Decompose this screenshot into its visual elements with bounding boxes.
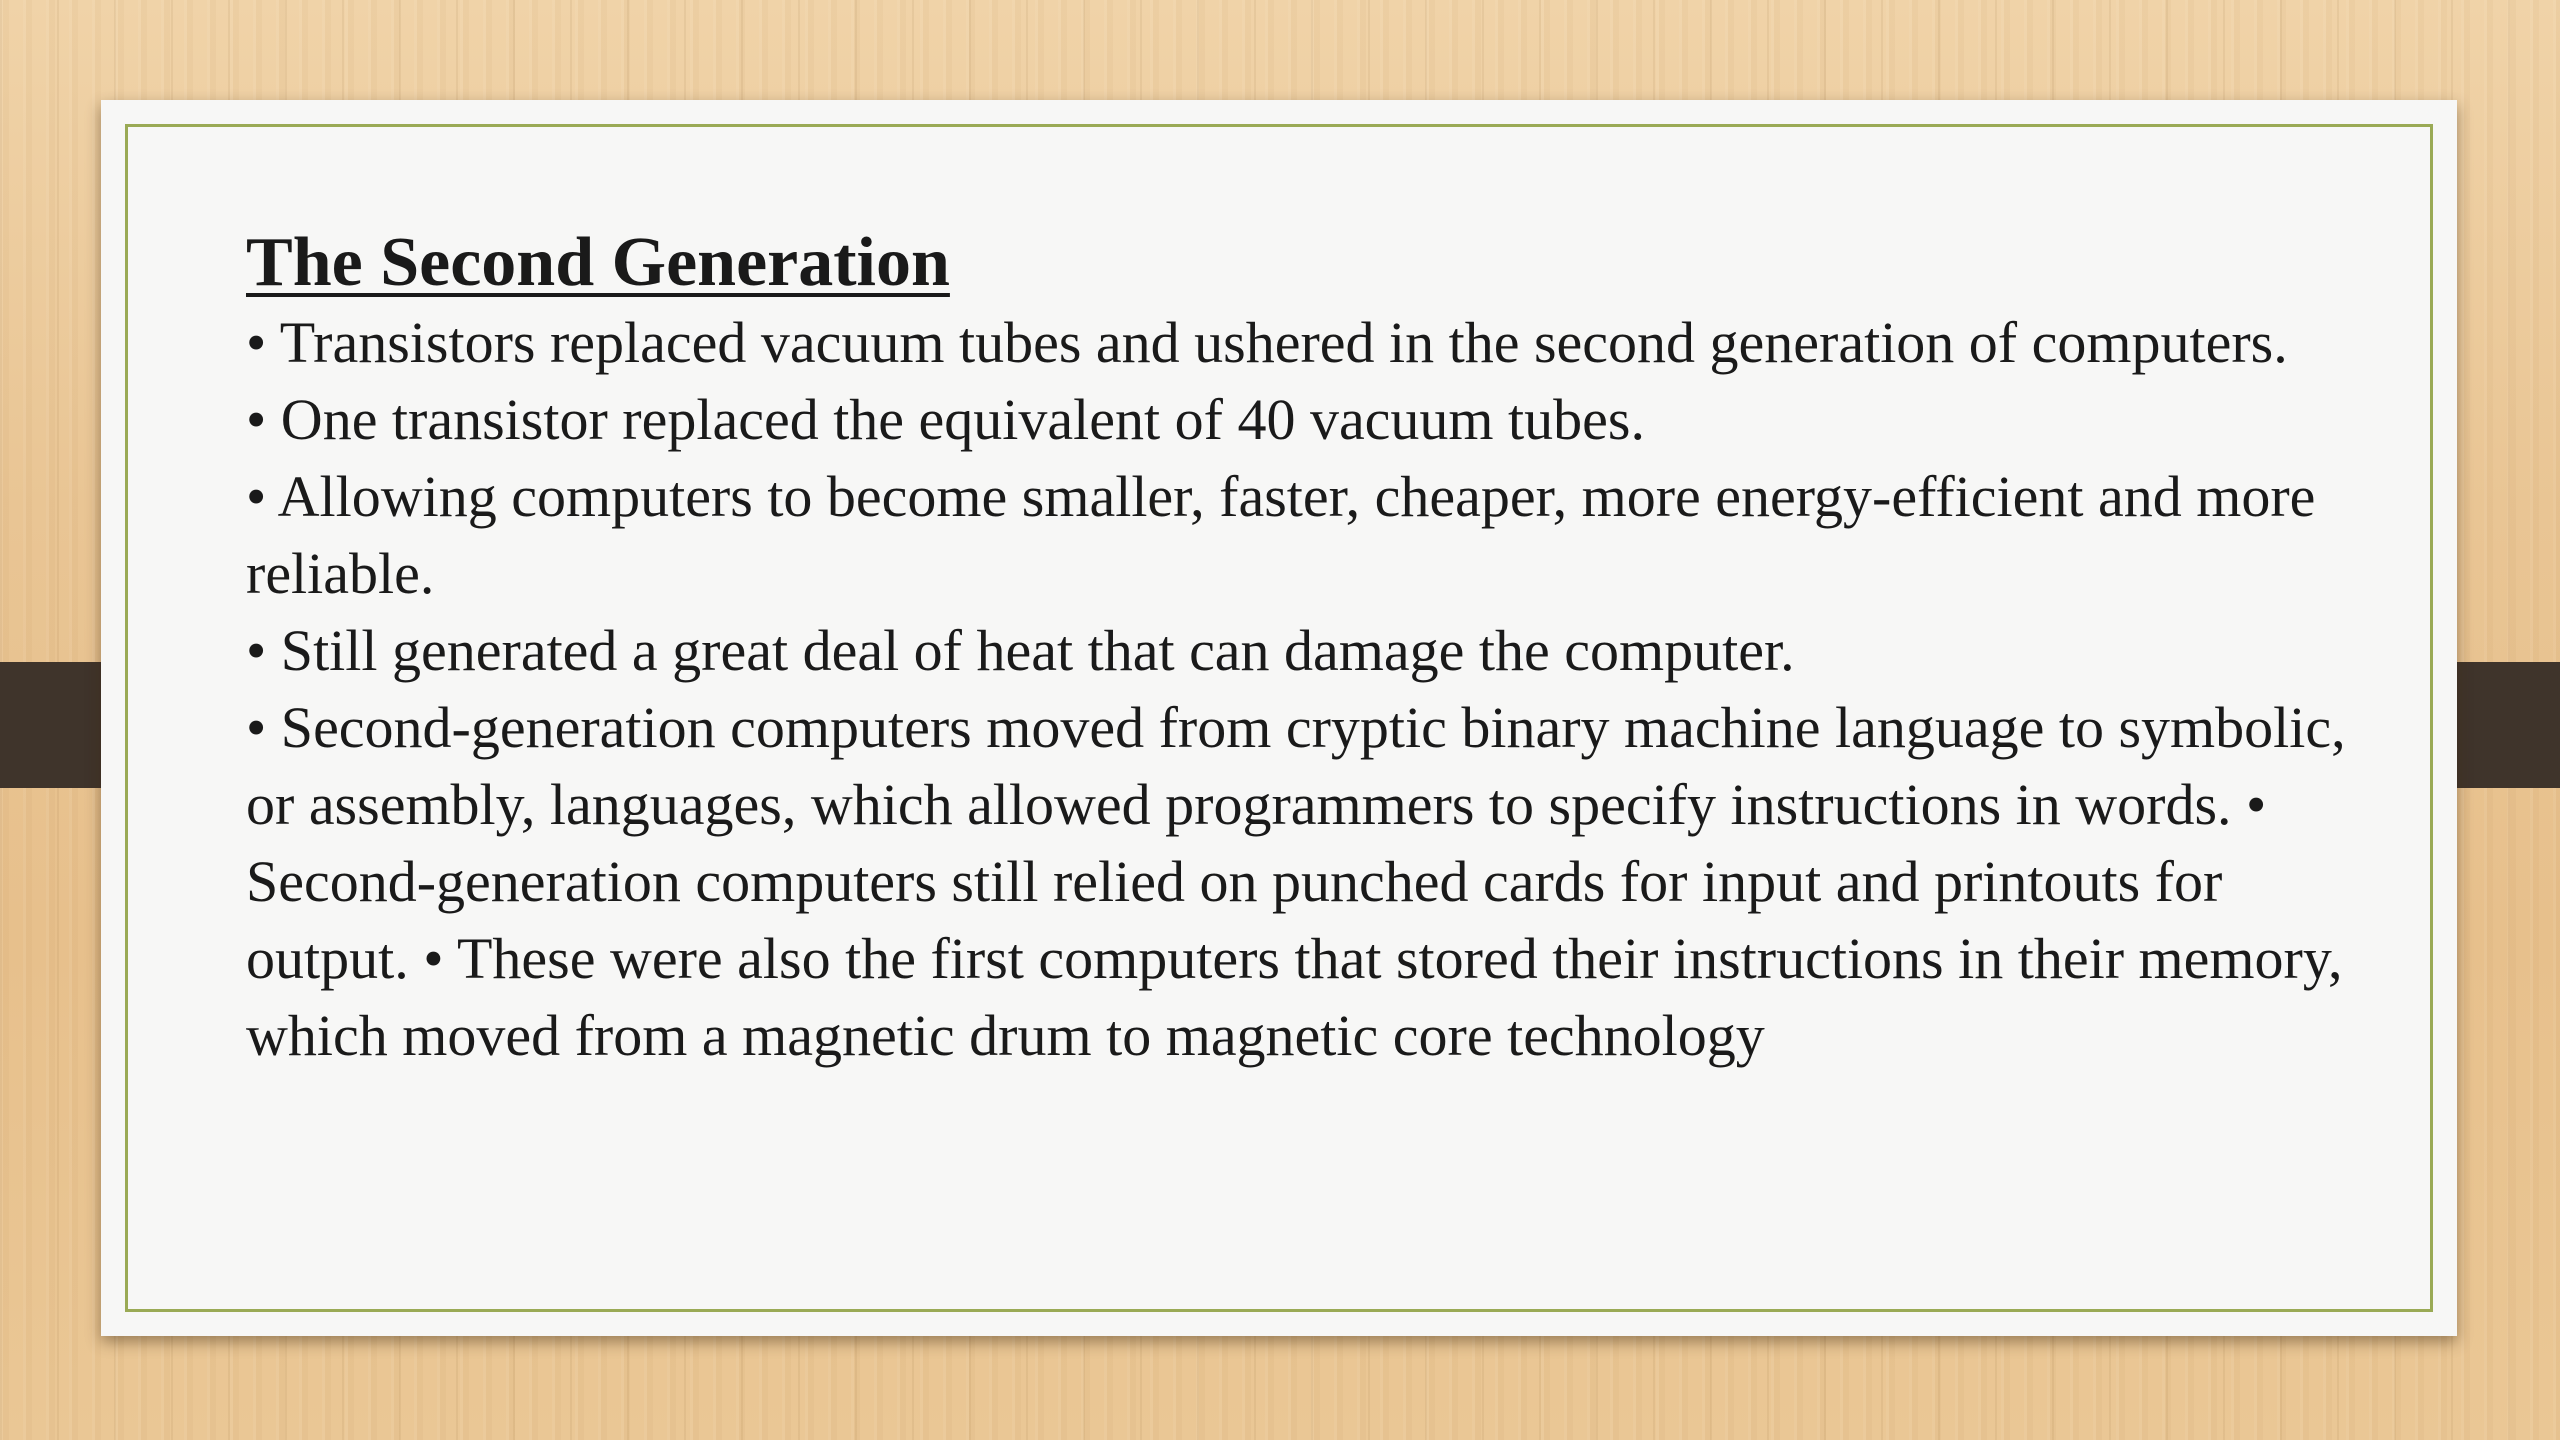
slide-body — [246, 304, 2366, 1074]
bullet-line: • Transistors replaced vacuum tubes and ushered in the second generation of computers. — [246, 310, 2288, 375]
slide-content — [246, 222, 2366, 1074]
bullet-line: • Still generated a great deal of heat that can damage the computer. — [246, 618, 1795, 683]
slide-title: The Second Generation — [246, 224, 950, 301]
bullet-line: • Second-generation computers moved from cryptic binary machine language to symbolic, or assembly, languages, which allowed programmers to specify instructions in words. • Second-generation computers still relied on punched cards for input and printouts for output. • These were also the first computers that stored their instructions in their memory, which moved from a magnetic drum to magnetic core technology — [246, 695, 2346, 1068]
bullet-line: • Allowing computers to become smaller, faster, cheaper, more energy-efficient and more reliable. — [246, 464, 2316, 606]
bullet-line: • One transistor replaced the equivalent of 40 vacuum tubes. — [246, 387, 1645, 452]
